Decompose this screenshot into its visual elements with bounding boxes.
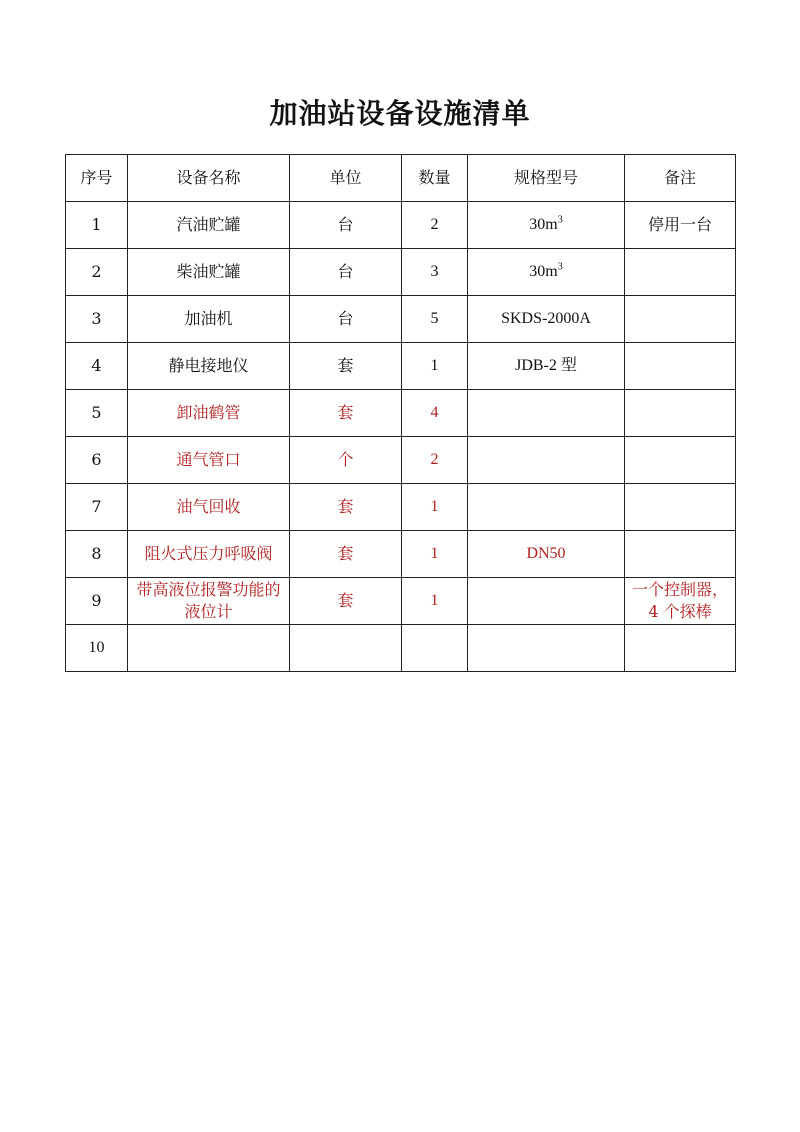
cell-qty: 4 [402,390,468,437]
table-row [66,390,736,437]
cell-spec [468,390,625,437]
cell-remark [625,390,736,437]
cell-name: 静电接地仪 [128,343,290,390]
cell-no: 8 [66,531,128,578]
cell-unit: 台 [290,249,402,296]
cell-unit [290,625,402,672]
cell-qty: 1 [402,343,468,390]
spec-base: 30m [529,216,558,233]
cell-qty: 2 [402,437,468,484]
page-title: 加油站设备设施清单 [269,97,531,130]
cell-spec [468,484,625,531]
cell-name: 卸油鹤管 [128,390,290,437]
cell-spec [468,625,625,672]
cell-no: 5 [66,390,128,437]
cell-qty: 5 [402,296,468,343]
cell-spec: DN50 [468,531,625,578]
cell-name: 通气管口 [128,437,290,484]
cell-name [128,625,290,672]
cell-no: 1 [66,202,128,249]
cell-unit: 台 [290,296,402,343]
cell-no: 2 [66,249,128,296]
cell-spec: SKDS-2000A [468,296,625,343]
cell-remark: 一个控制器，4 个探棒 [625,578,736,625]
cell-unit: 套 [290,578,402,625]
table-row [66,296,736,343]
cell-unit: 台 [290,202,402,249]
header-remark: 备注 [625,155,736,202]
cell-name: 柴油贮罐 [128,249,290,296]
equipment-table [65,154,736,672]
cell-spec [468,249,625,296]
cell-qty: 1 [402,578,468,625]
cell-no: 7 [66,484,128,531]
cell-qty: 1 [402,484,468,531]
table-row [66,578,736,625]
header-name: 设备名称 [128,155,290,202]
cell-unit: 个 [290,437,402,484]
spec-sup: 3 [557,261,563,273]
cell-no: 6 [66,437,128,484]
table-header-row [66,155,736,202]
header-no: 序号 [66,155,128,202]
cell-qty: 3 [402,249,468,296]
table-row [66,343,736,390]
spec-sup: 3 [557,214,563,226]
cell-no: 10 [66,625,128,672]
table-row [66,531,736,578]
cell-remark [625,343,736,390]
cell-remark [625,531,736,578]
cell-unit: 套 [290,531,402,578]
cell-remark: 停用一台 [625,202,736,249]
cell-name: 阻火式压力呼吸阀 [128,531,290,578]
table-row [66,202,736,249]
cell-name: 油气回收 [128,484,290,531]
cell-spec [468,437,625,484]
cell-spec: JDB-2 型 [468,343,625,390]
cell-name: 带高液位报警功能的液位计 [128,578,290,625]
cell-no: 9 [66,578,128,625]
table-row [66,249,736,296]
cell-remark [625,437,736,484]
cell-spec [468,202,625,249]
cell-unit: 套 [290,390,402,437]
table-row [66,625,736,672]
cell-no: 3 [66,296,128,343]
cell-spec [468,578,625,625]
cell-unit: 套 [290,343,402,390]
cell-remark [625,249,736,296]
cell-no: 4 [66,343,128,390]
cell-name: 汽油贮罐 [128,202,290,249]
cell-name: 加油机 [128,296,290,343]
cell-qty: 1 [402,531,468,578]
cell-qty: 2 [402,202,468,249]
header-qty: 数量 [402,155,468,202]
spec-base: 30m [529,263,558,280]
cell-remark [625,296,736,343]
header-unit: 单位 [290,155,402,202]
cell-unit: 套 [290,484,402,531]
table-row [66,484,736,531]
cell-remark [625,625,736,672]
table-row [66,437,736,484]
cell-remark [625,484,736,531]
cell-qty [402,625,468,672]
header-spec: 规格型号 [468,155,625,202]
